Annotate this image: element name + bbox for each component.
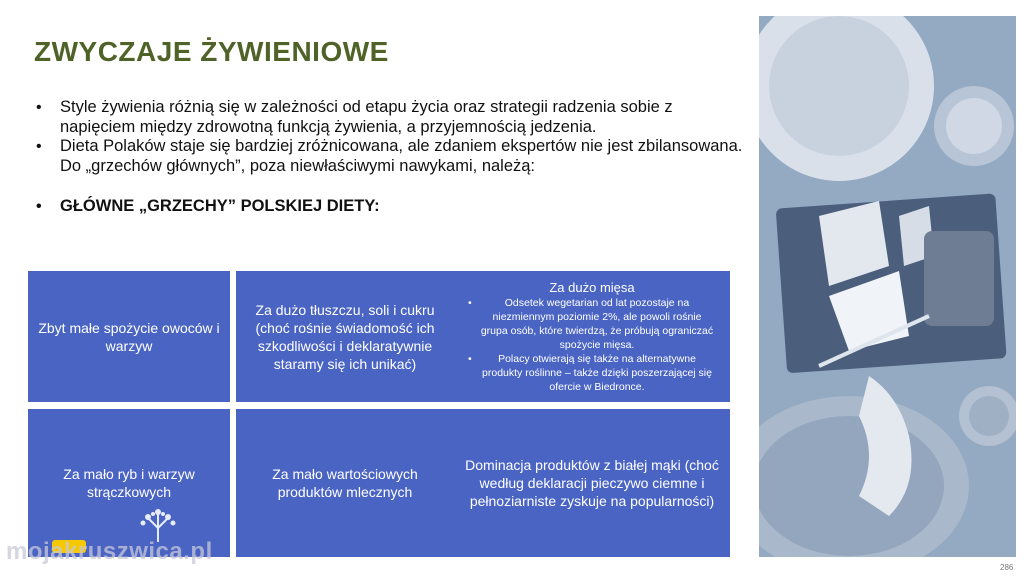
watermark-text: mojakruszwica.pl (6, 538, 213, 565)
box-fat-salt-sugar (236, 271, 454, 402)
meat-list-item: • Polacy otwierają się także na alternatywne produkty roślinne – także dzięki poszerzającej się ofercie w Biedronce. (468, 352, 716, 394)
box-fruit-vegetables (28, 271, 230, 402)
box-text: Dominacja produktów z białej mąki (choć według deklaracji pieczywo ciemne i pełnoziarniste zyskuje na popularności) (465, 457, 719, 509)
meat-list (468, 296, 716, 394)
bullet-heading: • GŁÓWNE „GRZECHY” POLSKIEJ DIETY: (34, 197, 749, 217)
box-fish-legumes (28, 409, 230, 557)
food-photo (759, 16, 1016, 557)
diet-sins-grid (28, 271, 730, 557)
bullet-item: • Dieta Polaków staje się bardziej zróżnicowana, ale zdaniem ekspertów nie jest zbilansowana. Do „grzechów głównych”, poza niewłaściwymi nawykami, należą: (34, 137, 749, 176)
bullet-list (34, 98, 749, 217)
food-photo-illustration (759, 16, 1016, 557)
box-heading: Za dużo mięsa (549, 279, 635, 295)
bullet-item: • Style żywienia różnią się w zależności od etapu życia oraz strategii radzenia sobie z napięciem między zdrowotną funkcją żywienia, a przyjemnością jedzenia. (34, 98, 749, 137)
box-text: Zbyt małe spożycie owoców i warzyw (38, 319, 220, 354)
box-white-flour (454, 409, 730, 557)
box-text: Za mało wartościowych produktów mlecznych (272, 466, 418, 500)
box-text: Za dużo tłuszczu, soli i cukru (choć rośnie świadomość ich szkodliwości i deklaratywnie staramy się ich unikać) (255, 301, 435, 372)
page-number: 286 (1000, 563, 1014, 572)
box-text: Za mało ryb i warzyw strączkowych (63, 466, 195, 500)
meat-list-item: • Odsetek wegetarian od lat pozostaje na niezmiennym poziomie 2%, ale powoli rośnie grupa osób, które twierdzą, że próbują ograniczać spożycie mięsa. (468, 296, 716, 352)
box-too-much-meat (454, 271, 730, 402)
box-dairy (236, 409, 454, 557)
page-title: ZWYCZAJE ŻYWIENIOWE (34, 36, 389, 67)
